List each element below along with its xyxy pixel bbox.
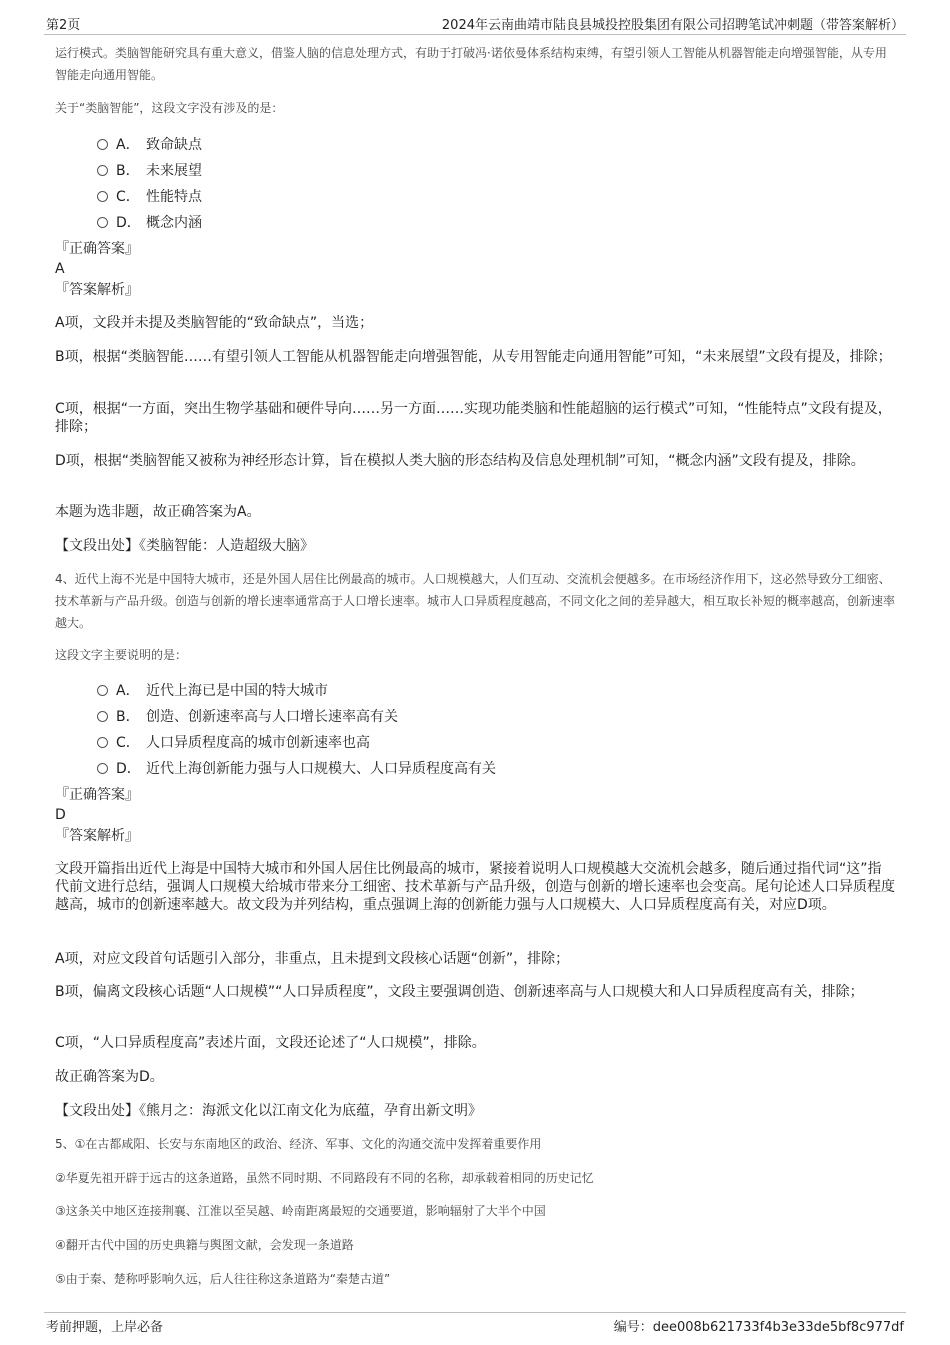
q4-option-b[interactable]: B． 创造、创新速率高与人口增长速率高有关: [97, 706, 398, 726]
page-number: 第2页: [46, 18, 81, 33]
q3-option-c[interactable]: C． 性能特点: [97, 186, 202, 206]
q4-answer-heading: 『正确答案』: [55, 787, 139, 803]
footer-slogan: 考前押题，上岸必备: [46, 1320, 164, 1335]
q3-analysis-a: A项，文段并未提及类脑智能的“致命缺点”，当选；: [55, 315, 374, 331]
q3-passage: 运行模式。类脑智能研究具有重大意义，借鉴人脑的信息处理方式，有助于打破冯·诺依曼体系结构束缚，有望引领人工智能从机器智能走向增强智能，从专用智能走向通用智能。: [55, 46, 887, 82]
q4-passage: 4、近代上海不光是中国特大城市，还是外国人居住比例最高的城市。人口规模越大，人们互动、交流机会便越多。在市场经济作用下，这必然导致分工细密、技术革新与产品升级。创造与创新的增长速率通常高于人口增长速率。城市人口异质程度越高，不同文化之间的差异越大，相互取长补短的概率越高，创新速率越大。: [55, 572, 896, 630]
q4-analysis-b: B项，偏离文段核心话题“人口规模”“人口异质程度”，文段主要强调创造、创新速率高与人口规模大和人口异质程度高有关，排除；: [55, 984, 864, 1000]
document-title: 2024年云南曲靖市陆良县城投控股集团有限公司招聘笔试冲刺题（带答案解析）: [441, 18, 904, 33]
q3-analysis-c: C项，根据“一方面，突出生物学基础和硬件导向……另一方面……实现功能类脑和性能超脑的运行模式”可知，“性能特点”文段有提及，排除；: [55, 401, 892, 435]
q4-option-c[interactable]: C． 人口异质程度高的城市创新速率也高: [97, 732, 370, 752]
radio-icon[interactable]: [97, 217, 108, 228]
q3-analysis-b: B项，根据“类脑智能……有望引领人工智能从机器智能走向增强智能，从专用智能走向通用智能”可知，“未来展望”文段有提及，排除；: [55, 349, 892, 365]
q4-analysis-heading: 『答案解析』: [55, 828, 139, 844]
q3-answer-heading: 『正确答案』: [55, 241, 139, 257]
q3-source: 【文段出处】《类脑智能：人造超级大脑》: [55, 538, 314, 554]
radio-icon[interactable]: [97, 763, 108, 774]
q3-analysis-d: D项，根据“类脑智能又被称为神经形态计算，旨在模拟人类大脑的形态结构及信息处理机制”可知，“概念内涵”文段有提及，排除。: [55, 453, 865, 469]
radio-icon[interactable]: [97, 737, 108, 748]
q3-answer: A: [55, 261, 65, 277]
q5-sentence-5: ⑤由于秦、楚称呼影响久远，后人往往称这条道路为“秦楚古道”: [55, 1272, 391, 1286]
q5-sentence-2: ②华夏先祖开辟于远古的这条道路，虽然不同时期、不同路段有不同的名称，却承载着相同的历史记忆: [55, 1171, 594, 1185]
q4-option-d[interactable]: D． 近代上海创新能力强与人口规模大、人口异质程度高有关: [97, 758, 496, 778]
q4-analysis-main: 文段开篇指出近代上海是中国特大城市和外国人居住比例最高的城市，紧接着说明人口规模越大交流机会越多，随后通过指代词“这”指代前文进行总结，强调人口规模大给城市带来分工细密、技术革新与产品升级，创造与创新的增长速率也会变高。尾句论述人口异质程度越高，城市的创新速率越大。故文段为并列结构，重点强调上海的创新能力强与人口规模大、人口异质程度高有关，对应D项。: [55, 861, 895, 913]
q4-analysis-c: C项，“人口异质程度高”表述片面，文段还论述了“人口规模”，排除。: [55, 1035, 486, 1051]
q3-option-b[interactable]: B． 未来展望: [97, 160, 202, 180]
q4-question: 这段文字主要说明的是：: [55, 648, 188, 662]
page-footer: [44, 1312, 906, 1335]
radio-icon[interactable]: [97, 711, 108, 722]
page-header: [44, 14, 906, 35]
radio-icon[interactable]: [97, 685, 108, 696]
q3-question: 关于“类脑智能”，这段文字没有涉及的是：: [55, 101, 284, 115]
q3-option-d[interactable]: D． 概念内涵: [97, 212, 202, 232]
q5-sentence-1: 5、①在古都咸阳、长安与东南地区的政治、经济、军事、文化的沟通交流中发挥着重要作用: [55, 1137, 542, 1151]
q3-option-a[interactable]: A． 致命缺点: [97, 134, 202, 154]
q3-analysis-heading: 『答案解析』: [55, 282, 139, 298]
q4-option-a[interactable]: A． 近代上海已是中国的特大城市: [97, 680, 328, 700]
q4-conclusion: 故正确答案为D。: [55, 1069, 164, 1085]
q3-conclusion: 本题为选非题，故正确答案为A。: [55, 504, 261, 520]
radio-icon[interactable]: [97, 139, 108, 150]
q4-source: 【文段出处】《熊月之：海派文化以江南文化为底蕴，孕育出新文明》: [55, 1103, 482, 1119]
q4-answer: D: [55, 807, 66, 823]
q5-sentence-4: ④翻开古代中国的历史典籍与舆图文献，会发现一条道路: [55, 1238, 354, 1252]
q5-sentence-3: ③这条关中地区连接荆襄、江淮以至吴越、岭南距离最短的交通要道，影响辐射了大半个中国: [55, 1204, 546, 1218]
radio-icon[interactable]: [97, 191, 108, 202]
document-id: 编号：dee008b621733f4b3e33de5bf8c977df: [613, 1320, 904, 1335]
radio-icon[interactable]: [97, 165, 108, 176]
q4-analysis-a: A项，对应文段首句话题引入部分，非重点，且未提到文段核心话题“创新”，排除；: [55, 951, 570, 967]
